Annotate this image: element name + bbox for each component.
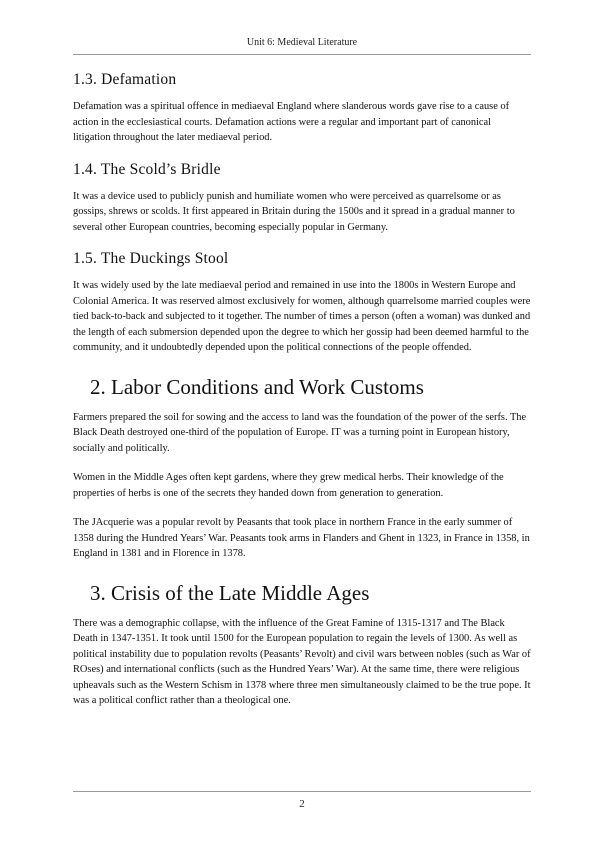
header-divider (73, 54, 531, 55)
section-heading-duckings-stool: 1.5. The Duckings Stool (73, 250, 229, 267)
section-heading-scolds-bridle: 1.4. The Scold’s Bridle (73, 160, 221, 178)
page-number: 2 (299, 798, 305, 810)
paragraph-labor-3: The JAcquerie was a popular revolt by Peasants that took place in northern France in the early summer of 1358 during the Hundred Years’ War. Peasants took arms in Flanders and Ghent in 1323, in France in 1358, in England in 1381 and in Florence in 1378. (73, 517, 530, 559)
paragraph-duckings-stool: It was widely used by the late mediaeval period and remained in use into the 1800s in Western Europe and Colonial America. It was reserved almost exclusively for women, although quarrelsome married couples were tied back-to-back and subjected to it together. The number of times a person (often a woman) was dunked and the length of each submersion depended upon the degree to which her gossip had been deemed harmful to the community, and it undoubtedly depended upon the political connections of the people offended. (73, 280, 531, 353)
footer-divider (73, 791, 531, 792)
paragraph-scolds-bridle: It was a device used to publicly punish and humiliate women who were perceived as quarrelsome or as gossips, shrews or scolds. It first appeared in Britain during the 1500s and it spread in a gradual manner to several other European countries, becoming especially popular in Germany. (73, 190, 515, 233)
section-heading-crisis: 3. Crisis of the Late Middle Ages (90, 580, 370, 605)
paragraph-crisis: There was a demographic collapse, with the influence of the Great Famine of 1315-1317 and The Black Death in 1347-1351. It took until 1500 for the European population to regain the levels of 1300. As well as political instability due to population revolts (Peasants’ Revolt) and civil wars between nobles (such as War of ROses) and international conflicts (such as the Hundred Years’ War). At the same time, there were religious upheavals such as the Western Schism in 1378 where three men simultaneously claimed to be the true pope. It was a political conflict rather than a theological one. (73, 617, 531, 706)
section-heading-labor-conditions: 2. Labor Conditions and Work Customs (90, 374, 424, 399)
page-body (73, 70, 531, 709)
section-heading-defamation: 1.3. Defamation (73, 71, 177, 88)
paragraph-labor-1: Farmers prepared the soil for sowing and the access to land was the foundation of the power of the serfs. The Black Death destroyed one-third of the population of Europe. IT was a turning point in European history, socially and politically. (73, 411, 527, 454)
running-header: Unit 6: Medieval Literature (246, 37, 358, 48)
paragraph-defamation: Defamation was a spiritual offence in mediaeval England where slanderous words gave rise to a cause of action in the ecclesiastical courts. Defamation actions were a regular and important part of canonical litigation throughout the later mediaeval period. (73, 101, 510, 143)
paragraph-labor-2: Women in the Middle Ages often kept gardens, where they grew medical herbs. Their knowledge of the properties of herbs is one of the secrets they handed down from generation to generation. (73, 472, 504, 499)
